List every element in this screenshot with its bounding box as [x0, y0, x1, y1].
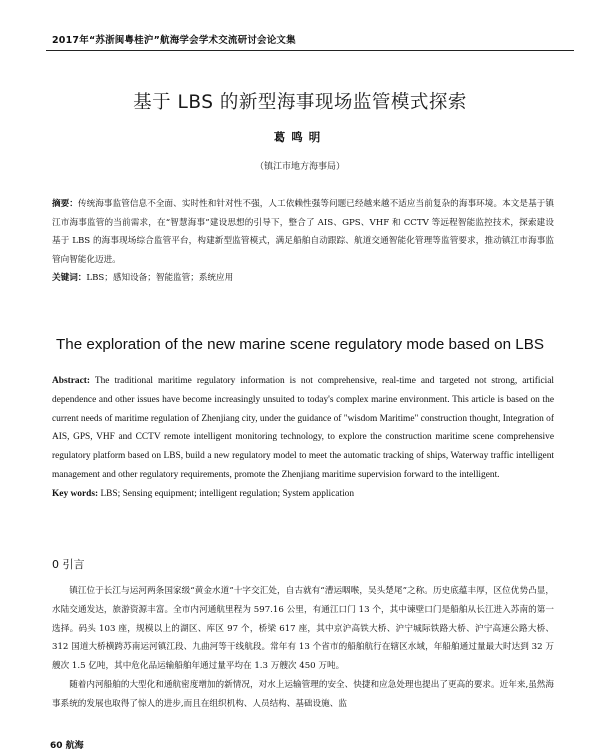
chinese-abstract: [52, 195, 554, 269]
header-divider: [46, 50, 574, 51]
keywords-text-cn: LBS；感知设备；智能监管；系统应用: [86, 273, 234, 283]
english-keywords: [52, 485, 554, 504]
english-abstract: [52, 372, 554, 485]
author-affiliation: （镇江市地方海事局）: [254, 162, 345, 172]
abstract-label-en: Abstract:: [52, 376, 91, 386]
paper-title: 基于 LBS 的新型海事现场监管模式探索: [133, 92, 467, 113]
abstract-text-en: The traditional maritime regulatory information is not comprehensive, real-time and targeted not strong, artificial dependence and other issues have become increasingly unsuited to today's complex marine environment. This article is based on the current needs of maritime regulation of Zhenjiang city, under the guidance of "wisdom Maritime" construction thought, Integration of AIS, GPS, VHF and CCTV remote intelligent monitoring technology, to explore the construction maritime scene comprehensive regulatory platform based on LBS, build a new regulatory model to meet the automatic tracking of ships, Waterway traffic intelligent management and other regulatory requirements, promote the Zhenjiang maritime supervision forward to the intelligent.: [52, 376, 554, 480]
body-paragraph: 镇江位于长江与运河两条国家级“黄金水道”十字交汇处，自古就有“漕运咽喉，吴头楚尾”之称。历史底蕴丰厚，区位优势凸显，水陆交通发达，旅游资源丰富。全市内河通航里程为 597.16 公里，有通江口门 13 个，其中谏壁口门是船舶从长江进入苏南的第一选择。码头 103 座，规模以上的湖区、库区 97 个，桥梁 617 座，其中京沪高铁大桥、沪宁城际铁路大桥、沪宁高速公路大桥、312 国道大桥横跨苏南运河镇江段、九曲河等干线航段。常年有 13 个省市的船舶航行在辖区水域，年船舶通过量最大时达到 32 万艘次 1.5 亿吨，其中危化品运输船舶年通过量平均在 1.3 万艘次 450 万吨。: [52, 586, 554, 672]
author-name: 葛鸣明: [273, 130, 327, 144]
chinese-abstract-block: [52, 195, 554, 288]
english-abstract-block: [52, 372, 554, 504]
keywords-label-en: Key words:: [52, 488, 99, 499]
keywords-label-cn: 关键词：: [52, 273, 87, 283]
english-title: The exploration of the new marine scene regulatory mode based on LBS: [56, 336, 544, 353]
keywords-text-en: LBS; Sensing equipment; intelligent regulation; System application: [100, 488, 355, 499]
abstract-label-cn: 摘要：: [52, 199, 78, 209]
page-footer: 60 航海: [50, 741, 84, 751]
body-paragraph: 随着内河船舶的大型化和通航密度增加的新情况，对水上运输管理的安全、快捷和应急处理也提出了更高的要求。近年来,虽然海事系统的发展也取得了惊人的进步,而且在组织机构、人员结构、基础设施、监: [52, 679, 554, 709]
abstract-text-cn: 传统海事监管信息不全面、实时性和针对性不强，人工依赖性强等问题已经越来越不适应当前复杂的海事环境。本文是基于镇江市海事监管的当前需求，在“智慧海事”建设思想的引导下，整合了 AIS、GPS、VHF 和 CCTV 等远程智能监控技术，探索建设基于 LBS 的海事现场综合监管平台，构建新型监管模式，满足船舶自动跟踪、航道交通智能化管理等监管要求，推动镇江市海事监管向智能化迈进。: [52, 199, 554, 265]
chinese-keywords: [52, 269, 554, 288]
proceedings-header: 2017年“苏浙闽粤桂沪”航海学会学术交流研讨会论文集: [52, 35, 296, 46]
section-heading: 0 引言: [52, 558, 85, 571]
body-text: [52, 582, 554, 714]
